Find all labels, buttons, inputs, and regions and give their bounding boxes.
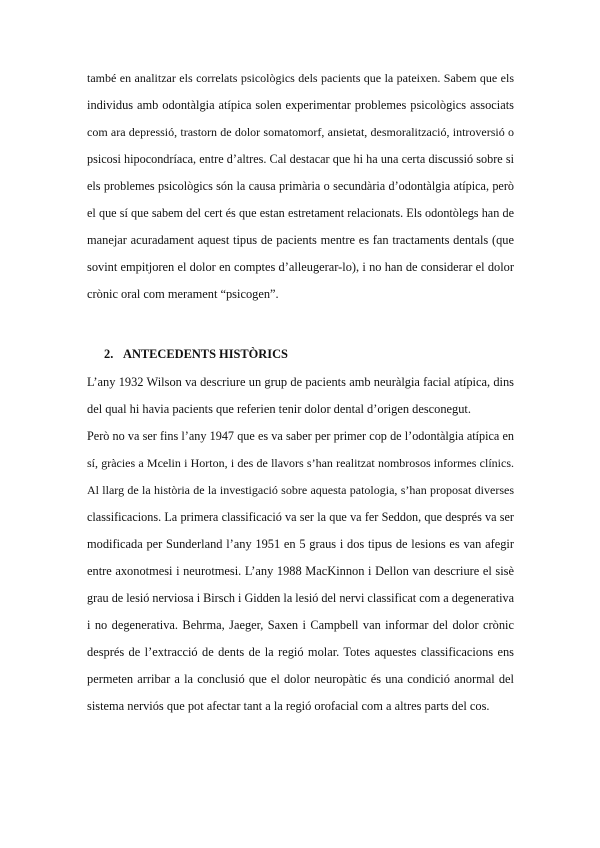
paragraph-line: i no degenerativa. Behrma, Jaeger, Saxen i Campbell van informar del dolor crònic <box>87 618 514 632</box>
paragraph-line: modificada per Sunderland l’any 1951 en 5 graus i dos tipus de lesions es van afegir <box>87 537 514 551</box>
paragraph-line: també en analitzar els correlats psicològics dels pacients que la pateixen. Sabem que els <box>87 71 514 85</box>
paragraph-line: grau de lesió nerviosa i Birsch i Gidden la lesió del nervi classificat com a degenerativa <box>87 591 514 605</box>
paragraph-line: sistema nerviós que pot afectar tant a la regió orofacial com a altres parts del cos. <box>87 699 490 713</box>
paragraph-line: L’any 1932 Wilson va descriure un grup de pacients amb neuràlgia facial atípica, dins <box>87 375 514 389</box>
paragraph-line: del qual hi havia pacients que referien tenir dolor dental d’origen desconegut. <box>87 402 471 416</box>
paragraph-line: Però no va ser fins l’any 1947 que es va saber per primer cop de l’odontàlgia atípica en <box>87 429 514 443</box>
paragraph-line: com ara depressió, trastorn de dolor somatomorf, ansietat, desmoralització, introversió o <box>87 125 514 139</box>
section-heading <box>104 346 288 362</box>
section-title: ANTECEDENTS HISTÒRICS <box>123 347 288 361</box>
paragraph-line: entre axonotmesi i neurotmesi. L’any 1988 MacKinnon i Dellon van descriure el sisè <box>87 564 514 578</box>
paragraph-line: permeten arribar a la conclusió que el dolor neuropàtic és una condició anormal del <box>87 672 514 686</box>
section-number: 2. <box>104 347 114 361</box>
paragraph-line: individus amb odontàlgia atípica solen experimentar problemes psicològics associats <box>87 98 514 112</box>
paragraph-line: crònic oral com merament “psicogen”. <box>87 287 279 301</box>
paragraph-line: classificacions. La primera classificació va ser la que va fer Seddon, que després va ser <box>87 510 514 524</box>
paragraph-line: sí, gràcies a Mcelin i Horton, i des de llavors s’han realitzat nombrosos informes clínics. <box>87 456 514 470</box>
paragraph-line: els problemes psicològics són la causa primària o secundària d’odontàlgia atípica, però <box>87 179 514 193</box>
paragraph-line: després de l’extracció de dents de la regió molar. Totes aquestes classificacions ens <box>87 645 514 659</box>
paragraph-line: el que sí que sabem del cert és que estan estretament relacionats. Els odontòlegs han de <box>87 206 514 220</box>
paragraph-line: manejar acuradament aquest tipus de pacients mentre es fan tractaments dentals (que <box>87 233 514 247</box>
paragraph-line: psicosi hipocondríaca, entre d’altres. Cal destacar que hi ha una certa discussió sobre si <box>87 152 514 166</box>
paragraph-line: sovint empitjoren el dolor en comptes d’alleugerar-lo), i no han de considerar el dolor <box>87 260 514 274</box>
paragraph-line: Al llarg de la història de la investigació sobre aquesta patologia, s’han proposat diverses <box>87 483 514 497</box>
